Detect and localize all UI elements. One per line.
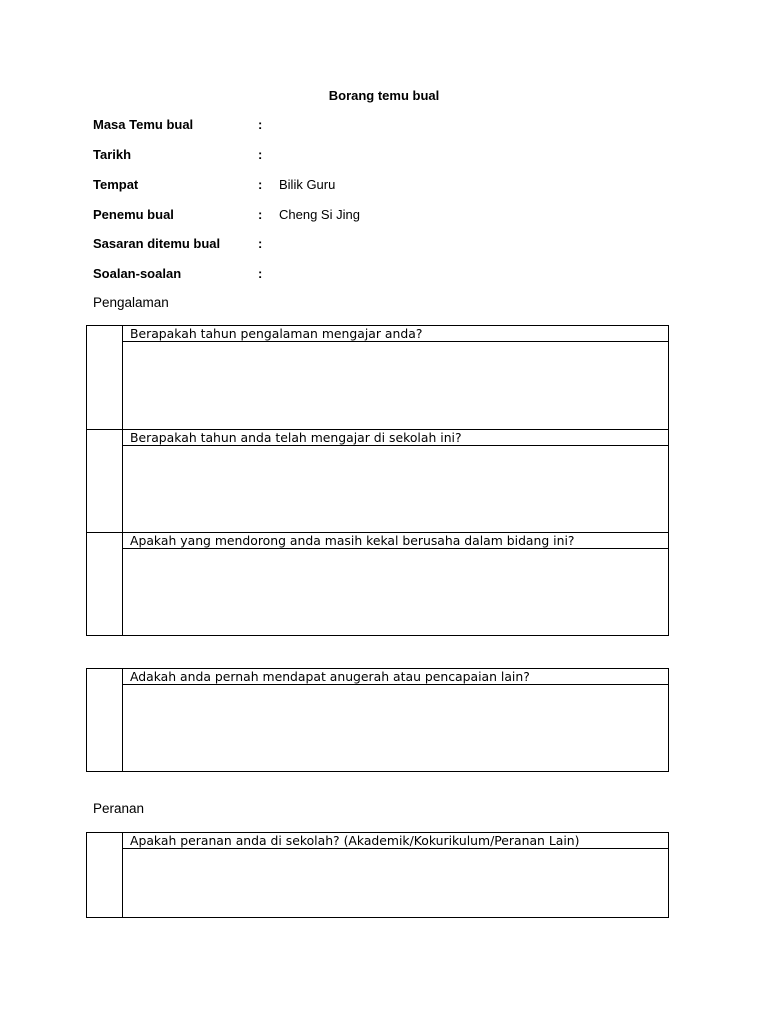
questions-table-peranan: [86, 832, 669, 918]
answer-cell[interactable]: [123, 342, 669, 430]
question-text: Berapakah tahun pengalaman mengajar anda?: [123, 326, 669, 342]
field-label: Penemu bual: [93, 207, 174, 222]
question-text: Adakah anda pernah mendapat anugerah atau pencapaian lain?: [123, 669, 669, 685]
answer-cell[interactable]: [123, 849, 669, 918]
field-value[interactable]: Bilik Guru: [279, 177, 336, 192]
number-cell: [87, 533, 123, 636]
answer-cell[interactable]: [123, 446, 669, 533]
question-text: Apakah peranan anda di sekolah? (Akademik/Kokurikulum/Peranan Lain): [123, 833, 669, 849]
number-cell: [87, 833, 123, 918]
number-cell: [87, 430, 123, 533]
field-colon: :: [258, 117, 263, 132]
answer-row: [87, 549, 669, 636]
question-row: [87, 326, 669, 342]
question-text: Apakah yang mendorong anda masih kekal berusaha dalam bidang ini?: [123, 533, 669, 549]
questions-table-pengalaman: [86, 325, 669, 636]
question-row: [87, 669, 669, 685]
field-label: Tempat: [93, 177, 139, 192]
field-label: Masa Temu bual: [93, 117, 194, 132]
section-heading-pengalaman: Pengalaman: [93, 295, 169, 310]
answer-cell[interactable]: [123, 685, 669, 772]
field-colon: :: [258, 236, 263, 251]
question-row: [87, 833, 669, 849]
field-value[interactable]: Cheng Si Jing: [279, 207, 360, 222]
section-heading-peranan: Peranan: [93, 801, 145, 816]
field-colon: :: [258, 207, 263, 222]
question-text: Berapakah tahun anda telah mengajar di sekolah ini?: [123, 430, 669, 446]
answer-row: [87, 685, 669, 772]
form-title: Borang temu bual: [328, 88, 440, 103]
answer-row: [87, 849, 669, 918]
answer-row: [87, 446, 669, 533]
field-colon: :: [258, 177, 263, 192]
field-colon: :: [258, 266, 263, 281]
answer-row: [87, 342, 669, 430]
field-label: Sasaran ditemu bual: [93, 236, 221, 251]
number-cell: [87, 326, 123, 430]
number-cell: [87, 669, 123, 772]
field-label: Tarikh: [93, 147, 132, 162]
question-row: [87, 430, 669, 446]
field-label: Soalan-soalan: [93, 266, 182, 281]
answer-cell[interactable]: [123, 549, 669, 636]
field-colon: :: [258, 147, 263, 162]
question-row: [87, 533, 669, 549]
questions-table-anugerah: [86, 668, 669, 772]
